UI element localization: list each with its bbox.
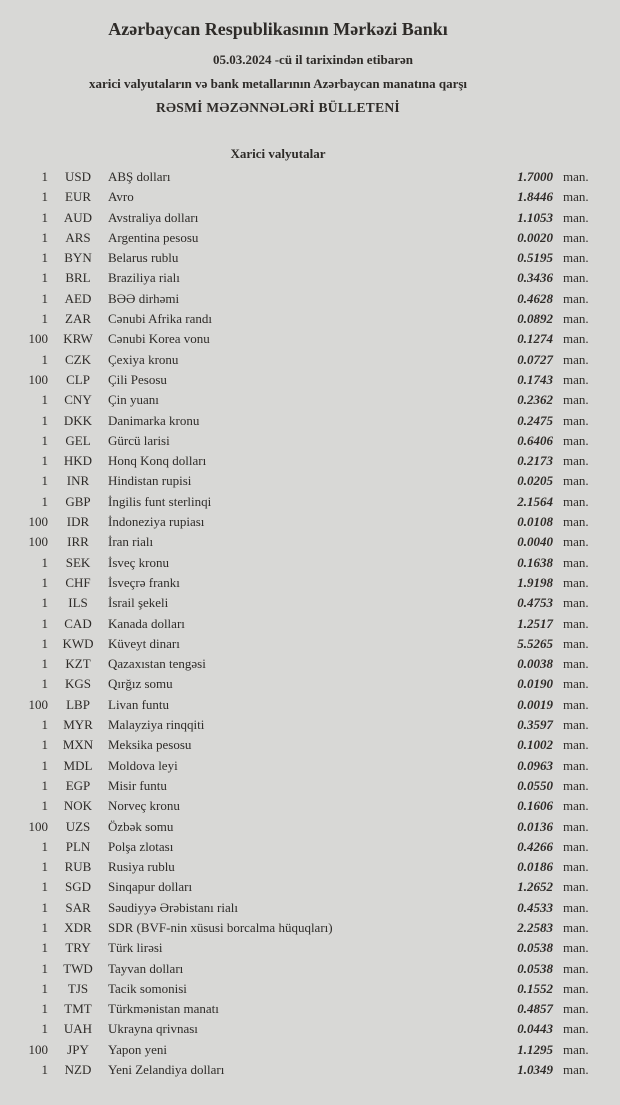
currency-name: Norveç kronu — [108, 798, 180, 814]
currency-quantity: 1 — [41, 574, 48, 590]
unit-label: man. — [563, 412, 589, 428]
rate-row — [0, 614, 600, 634]
unit-label: man. — [563, 453, 589, 469]
currency-name: Misir funtu — [108, 777, 167, 793]
currency-name: Qazaxıstan tengəsi — [108, 656, 206, 672]
rate-row — [0, 695, 600, 715]
unit-label: man. — [563, 392, 589, 408]
currency-quantity: 1 — [41, 270, 48, 286]
unit-label: man. — [563, 960, 589, 976]
rate-row — [0, 329, 600, 349]
currency-code: ARS — [65, 229, 91, 245]
currency-quantity: 100 — [28, 1041, 48, 1057]
unit-label: man. — [563, 737, 589, 753]
currency-name: Yapon yeni — [108, 1041, 167, 1057]
currency-code: TJS — [67, 980, 89, 996]
rate-row — [0, 1060, 600, 1080]
currency-code: KRW — [63, 331, 93, 347]
rate-value: 2.1564 — [517, 493, 553, 509]
currency-code: CAD — [64, 615, 92, 631]
currency-quantity: 1 — [41, 250, 48, 266]
currency-quantity: 1 — [41, 960, 48, 976]
unit-label: man. — [563, 757, 589, 773]
currency-name: Kanada dolları — [108, 615, 185, 631]
rate-value: 0.0040 — [517, 534, 553, 550]
bank-title: Azərbaycan Respublikasının Mərkəzi Bankı — [108, 19, 448, 39]
currency-code: BRL — [65, 270, 91, 286]
rate-row — [0, 796, 600, 816]
unit-label: man. — [563, 980, 589, 996]
currency-name: Cənubi Korea vonu — [108, 331, 210, 347]
rate-value: 0.2173 — [517, 453, 553, 469]
rate-value: 0.1552 — [517, 980, 553, 996]
currency-code: CNY — [64, 392, 92, 408]
rate-row — [0, 715, 600, 735]
currency-quantity: 100 — [28, 331, 48, 347]
rate-row — [0, 918, 600, 938]
effective-date-line: 05.03.2024 -cü il tarixindən etibarən — [212, 52, 414, 67]
currency-code: KWD — [62, 635, 94, 651]
currency-name: Honq Konq dolları — [108, 453, 207, 469]
rate-row — [0, 573, 600, 593]
rate-row — [0, 512, 600, 532]
rate-row — [0, 857, 600, 877]
rate-row — [0, 999, 600, 1019]
currency-code: ZAR — [65, 311, 91, 327]
currency-code: CHF — [65, 574, 91, 590]
currency-name: Tacik somonisi — [108, 980, 187, 996]
rate-value: 0.4857 — [517, 1001, 553, 1017]
currency-name: Livan funtu — [108, 696, 170, 712]
currency-code: ILS — [68, 595, 88, 611]
currency-name: Səudiyyə Ərəbistanı rialı — [108, 899, 238, 915]
currency-code: IRR — [67, 534, 89, 550]
rate-row — [0, 776, 600, 796]
currency-code: RUB — [64, 859, 92, 875]
rate-value: 0.0538 — [517, 940, 553, 956]
currency-quantity: 1 — [41, 392, 48, 408]
currency-quantity: 1 — [41, 717, 48, 733]
rate-value: 0.0538 — [517, 960, 553, 976]
currency-quantity: 1 — [41, 473, 48, 489]
rate-row — [0, 898, 600, 918]
currency-code: MXN — [62, 737, 94, 753]
currency-name: İsveçrə frankı — [108, 574, 180, 590]
unit-label: man. — [563, 189, 589, 205]
currency-code: BYN — [64, 250, 92, 266]
unit-label: man. — [563, 514, 589, 530]
rate-row — [0, 471, 600, 491]
rate-value: 0.4533 — [517, 899, 553, 915]
currency-code: MDL — [63, 757, 93, 773]
currency-code: MYR — [63, 717, 93, 733]
currency-name: İndoneziya rupiası — [108, 514, 205, 530]
rate-value: 0.0038 — [517, 656, 553, 672]
currency-code: CLP — [66, 371, 90, 387]
unit-label: man. — [563, 473, 589, 489]
rate-row — [0, 817, 600, 837]
currency-name: Çexiya kronu — [108, 351, 179, 367]
rate-value: 0.5195 — [517, 250, 553, 266]
rate-row — [0, 350, 600, 370]
unit-label: man. — [563, 270, 589, 286]
rate-value: 0.1606 — [517, 798, 553, 814]
currency-name: Argentina pesosu — [108, 229, 199, 245]
currency-name: Türk lirəsi — [108, 940, 163, 956]
currency-code: USD — [64, 169, 91, 184]
rate-value: 1.1295 — [517, 1041, 553, 1057]
rate-value: 0.0136 — [517, 818, 553, 834]
currency-name: İsrail şekeli — [108, 595, 169, 611]
currency-quantity: 100 — [28, 818, 48, 834]
unit-label: man. — [563, 250, 589, 266]
rate-value: 0.0963 — [517, 757, 553, 773]
rate-row — [0, 837, 600, 857]
currency-quantity: 1 — [41, 737, 48, 753]
currency-name: Braziliya rialı — [108, 270, 180, 286]
unit-label: man. — [563, 1041, 589, 1057]
rate-row — [0, 451, 600, 471]
unit-label: man. — [563, 351, 589, 367]
rate-row — [0, 309, 600, 329]
rate-value: 1.2652 — [517, 879, 553, 895]
currency-code: SEK — [65, 554, 91, 570]
currency-code: XDR — [64, 919, 92, 935]
unit-label: man. — [563, 1021, 589, 1037]
currency-name: Danimarka kronu — [108, 412, 200, 428]
currency-name: Tayvan dolları — [108, 960, 184, 976]
currency-name: İsveç kronu — [108, 554, 170, 570]
rate-row — [0, 674, 600, 694]
rate-row — [0, 735, 600, 755]
rate-value: 1.1053 — [517, 209, 553, 225]
rate-value: 0.2362 — [517, 392, 553, 408]
currency-quantity: 1 — [41, 615, 48, 631]
rate-value: 0.0727 — [517, 351, 553, 367]
currency-quantity: 100 — [28, 371, 48, 387]
rate-row — [0, 289, 600, 309]
unit-label: man. — [563, 311, 589, 327]
unit-label: man. — [563, 209, 589, 225]
rate-row — [0, 248, 600, 268]
rate-row — [0, 877, 600, 897]
subject-line: xarici valyutaların və bank metallarının Azərbaycan manatına qarşı — [88, 76, 468, 91]
unit-label: man. — [563, 574, 589, 590]
currency-code: UZS — [65, 818, 91, 834]
unit-label: man. — [563, 615, 589, 631]
unit-label: man. — [563, 229, 589, 245]
currency-name: Polşa zlotası — [108, 838, 174, 854]
rate-row — [0, 938, 600, 958]
currency-quantity: 1 — [41, 919, 48, 935]
rate-row — [0, 411, 600, 431]
currency-name: Türkmənistan manatı — [108, 1001, 219, 1017]
currency-quantity: 100 — [28, 534, 48, 550]
currency-quantity: 1 — [41, 757, 48, 773]
rate-value: 0.0892 — [517, 311, 553, 327]
currency-name: Yeni Zelandiya dolları — [108, 1062, 225, 1078]
rate-value: 0.4266 — [517, 838, 553, 854]
currency-quantity: 1 — [41, 493, 48, 509]
currency-name: Çili Pesosu — [108, 371, 167, 387]
currency-name: İngilis funt sterlinqi — [108, 493, 212, 509]
rate-row — [0, 532, 600, 552]
currency-name: Sinqapur dolları — [108, 879, 193, 895]
rate-value: 0.0550 — [517, 777, 553, 793]
rate-row — [0, 492, 600, 512]
unit-label: man. — [563, 290, 589, 306]
currency-name: Qırğız somu — [108, 676, 173, 692]
currency-quantity: 1 — [41, 432, 48, 448]
unit-label: man. — [563, 859, 589, 875]
unit-label: man. — [563, 331, 589, 347]
currency-name: BƏƏ dirhəmi — [108, 290, 180, 306]
rate-value: 0.2475 — [517, 412, 553, 428]
unit-label: man. — [563, 899, 589, 915]
rate-value: 0.1274 — [517, 331, 553, 347]
rate-value: 0.3597 — [517, 717, 553, 733]
rate-row — [0, 1040, 600, 1060]
currency-quantity: 1 — [41, 940, 48, 956]
currency-quantity: 1 — [41, 899, 48, 915]
currency-code: TMT — [64, 1001, 92, 1017]
rate-value: 0.4628 — [517, 290, 553, 306]
rate-value: 1.2517 — [517, 615, 553, 631]
unit-label: man. — [563, 717, 589, 733]
rate-row — [0, 167, 600, 187]
rate-row — [0, 268, 600, 288]
rate-row — [0, 634, 600, 654]
currency-name: Çin yuanı — [108, 392, 159, 408]
unit-label: man. — [563, 940, 589, 956]
currency-name: ABŞ dolları — [108, 169, 171, 184]
currency-quantity: 1 — [41, 798, 48, 814]
currency-code: EUR — [65, 189, 91, 205]
unit-label: man. — [563, 818, 589, 834]
currency-code: JPY — [67, 1041, 89, 1057]
unit-label: man. — [563, 554, 589, 570]
currency-quantity: 1 — [41, 595, 48, 611]
rate-row — [0, 959, 600, 979]
unit-label: man. — [563, 838, 589, 854]
currency-name: Malayziya rinqqiti — [108, 717, 205, 733]
currency-quantity: 1 — [41, 656, 48, 672]
unit-label: man. — [563, 919, 589, 935]
currency-name: Hindistan rupisi — [108, 473, 192, 489]
currency-name: Belarus rublu — [108, 250, 179, 266]
currency-code: HKD — [63, 453, 93, 469]
currency-name: Avstraliya dolları — [108, 209, 199, 225]
rate-row — [0, 390, 600, 410]
currency-name: Özbək somu — [108, 818, 174, 834]
currency-quantity: 1 — [41, 879, 48, 895]
currency-quantity: 1 — [41, 311, 48, 327]
rate-value: 0.0190 — [517, 676, 553, 692]
currency-code: NOK — [63, 798, 93, 814]
rate-row — [0, 187, 600, 207]
currency-code: DKK — [63, 412, 93, 428]
currency-code: GEL — [65, 432, 91, 448]
section-title-foreign-currencies: Xarici valyutalar — [230, 146, 326, 161]
rate-value: 1.8446 — [517, 189, 553, 205]
unit-label: man. — [563, 656, 589, 672]
currency-quantity: 1 — [41, 453, 48, 469]
currency-name: Küveyt dinarı — [108, 635, 180, 651]
unit-label: man. — [563, 534, 589, 550]
currency-quantity: 1 — [41, 412, 48, 428]
currency-quantity: 1 — [41, 209, 48, 225]
currency-name: İran rialı — [108, 534, 154, 550]
currency-quantity: 1 — [41, 980, 48, 996]
currency-quantity: 1 — [41, 189, 48, 205]
rate-value: 0.1743 — [517, 371, 553, 387]
currency-name: Ukrayna qrivnası — [108, 1021, 198, 1037]
currency-code: SAR — [65, 899, 91, 915]
unit-label: man. — [563, 169, 589, 184]
rate-row — [0, 208, 600, 228]
unit-label: man. — [563, 1001, 589, 1017]
rate-row — [0, 756, 600, 776]
rate-row — [0, 593, 600, 613]
rate-value: 1.7000 — [517, 169, 553, 184]
rate-value: 0.1002 — [517, 737, 553, 753]
currency-quantity: 1 — [41, 676, 48, 692]
currency-code: SGD — [64, 879, 91, 895]
currency-quantity: 1 — [41, 838, 48, 854]
currency-quantity: 1 — [41, 290, 48, 306]
currency-code: INR — [66, 473, 90, 489]
rate-row — [0, 370, 600, 390]
rate-value: 1.0349 — [517, 1062, 553, 1078]
currency-code: UAH — [63, 1021, 93, 1037]
rate-row — [0, 979, 600, 999]
unit-label: man. — [563, 696, 589, 712]
rate-row — [0, 228, 600, 248]
rate-value: 0.0020 — [517, 229, 553, 245]
rate-row — [0, 1019, 600, 1039]
currency-quantity: 100 — [28, 696, 48, 712]
currency-code: AED — [64, 290, 92, 306]
currency-code: KZT — [65, 656, 91, 672]
unit-label: man. — [563, 676, 589, 692]
unit-label: man. — [563, 879, 589, 895]
rate-value: 0.0443 — [517, 1021, 553, 1037]
currency-quantity: 1 — [41, 351, 48, 367]
unit-label: man. — [563, 493, 589, 509]
currency-quantity: 1 — [41, 859, 48, 875]
currency-code: AUD — [63, 209, 93, 225]
currency-code: NZD — [64, 1062, 92, 1078]
currency-quantity: 1 — [41, 169, 48, 184]
currency-code: PLN — [65, 838, 91, 854]
rate-value: 0.6406 — [517, 432, 553, 448]
currency-quantity: 100 — [28, 514, 48, 530]
rate-value: 0.4753 — [517, 595, 553, 611]
rate-value: 0.0108 — [517, 514, 553, 530]
rate-value: 5.5265 — [517, 635, 553, 651]
rate-value: 0.3436 — [517, 270, 553, 286]
currency-code: CZK — [65, 351, 91, 367]
unit-label: man. — [563, 595, 589, 611]
currency-name: Rusiya rublu — [108, 859, 175, 875]
currency-code: IDR — [66, 514, 90, 530]
currency-code: TRY — [65, 940, 91, 956]
exchange-rates-table — [0, 167, 600, 1080]
currency-quantity: 1 — [41, 1062, 48, 1078]
currency-code: GBP — [65, 493, 91, 509]
unit-label: man. — [563, 635, 589, 651]
rate-value: 2.2583 — [517, 919, 553, 935]
rate-row — [0, 553, 600, 573]
rate-value: 1.9198 — [517, 574, 553, 590]
currency-quantity: 1 — [41, 554, 48, 570]
rate-value: 0.0205 — [517, 473, 553, 489]
currency-code: TWD — [63, 960, 93, 976]
unit-label: man. — [563, 432, 589, 448]
currency-name: Avro — [108, 189, 134, 205]
currency-quantity: 1 — [41, 229, 48, 245]
bulletin-title: RƏSMİ MƏZƏNNƏLƏRİ BÜLLETENİ — [155, 100, 400, 115]
currency-quantity: 1 — [41, 1021, 48, 1037]
currency-quantity: 1 — [41, 777, 48, 793]
rate-row — [0, 654, 600, 674]
currency-quantity: 1 — [41, 635, 48, 651]
currency-name: Cənubi Afrika randı — [108, 311, 212, 327]
unit-label: man. — [563, 371, 589, 387]
currency-name: Meksika pesosu — [108, 737, 192, 753]
currency-code: EGP — [65, 777, 91, 793]
rate-value: 0.0186 — [517, 859, 553, 875]
currency-name: SDR (BVF-nin xüsusi borcalma hüquqları) — [108, 919, 333, 935]
unit-label: man. — [563, 798, 589, 814]
currency-name: Moldova leyi — [108, 757, 178, 773]
rate-value: 0.1638 — [517, 554, 553, 570]
currency-code: KGS — [64, 676, 91, 692]
unit-label: man. — [563, 777, 589, 793]
unit-label: man. — [563, 1062, 589, 1078]
bulletin-header — [0, 0, 556, 116]
currency-name: Gürcü larisi — [108, 432, 170, 448]
rate-value: 0.0019 — [517, 696, 553, 712]
currency-quantity: 1 — [41, 1001, 48, 1017]
rate-row — [0, 431, 600, 451]
currency-code: LBP — [66, 696, 90, 712]
